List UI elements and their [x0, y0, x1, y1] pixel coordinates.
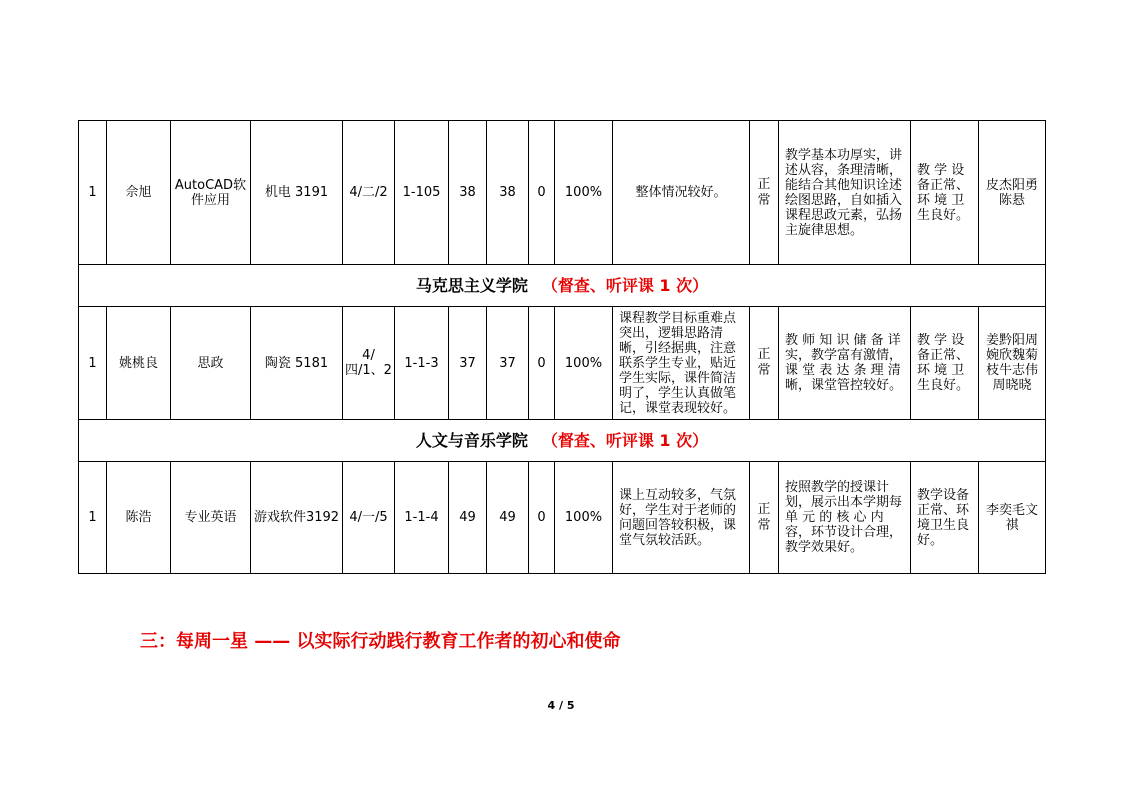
present-count: 37 [487, 307, 529, 420]
course-name: 专业英语 [171, 462, 251, 574]
environment-status: 教 学 设备正常、环 境 卫生良好。 [911, 121, 979, 265]
absent-count: 0 [529, 462, 555, 574]
section-row [79, 265, 1046, 307]
teaching-evaluation: 教 师 知 识 储 备 详实，教学富有激情，课 堂 表 达 条 理 清晰，课堂管控较好。 [779, 307, 911, 420]
section-title: 马克思主义学院 [415, 276, 528, 295]
row-index: 1 [79, 462, 107, 574]
teaching-evaluation: 教学基本功厚实，讲述从容，条理清晰，能结合其他知识诠述绘图思路，自如插入课程思政元素，弘扬主旋律思想。 [779, 121, 911, 265]
table-row [79, 121, 1046, 265]
class-discipline: 课上互动较多，气氛好，学生对于老师的问题回答较积极，课堂气氛较活跃。 [613, 462, 750, 574]
attendance-rate: 100% [555, 307, 613, 420]
teacher-name: 陈浩 [107, 462, 171, 574]
inspectors: 皮杰阳勇陈悬 [979, 121, 1046, 265]
teaching-status: 正常 [750, 121, 779, 265]
section-title: 人文与音乐学院 [415, 431, 528, 450]
absent-count: 0 [529, 121, 555, 265]
section-heading-marxism [79, 265, 1046, 307]
enrolled-count: 38 [449, 121, 487, 265]
enrolled-count: 49 [449, 462, 487, 574]
course-name: 思政 [171, 307, 251, 420]
environment-status: 教 学 设备正常、环 境 卫生良好。 [911, 307, 979, 420]
attendance-rate: 100% [555, 462, 613, 574]
course-name: AutoCAD软件应用 [171, 121, 251, 265]
row-index: 1 [79, 307, 107, 420]
teaching-evaluation: 按照教学的授课计划，展示出本学期每 单 元 的 核 心 内容，环节设计合理，教学效果好。 [779, 462, 911, 574]
table-row [79, 307, 1046, 420]
section-heading-humanities [79, 420, 1046, 462]
week-session: 4/二/2 [343, 121, 395, 265]
week-session: 4/一/5 [343, 462, 395, 574]
classroom: 1-105 [395, 121, 449, 265]
present-count: 49 [487, 462, 529, 574]
inspection-table [78, 120, 1046, 574]
class-name: 游戏软件3192 [251, 462, 343, 574]
teacher-name: 佘旭 [107, 121, 171, 265]
section-row [79, 420, 1046, 462]
section-three-heading: 三：每周一星 —— 以实际行动践行教育工作者的初心和使命 [140, 631, 621, 652]
absent-count: 0 [529, 307, 555, 420]
teaching-status: 正常 [750, 307, 779, 420]
environment-status: 教学设备正常、环境卫生良好。 [911, 462, 979, 574]
inspectors: 李奕毛文祺 [979, 462, 1046, 574]
section-note: （督查、听评课 1 次） [541, 276, 709, 295]
inspectors: 姜黔阳周婉欣魏菊枝牛志伟周晓晓 [979, 307, 1046, 420]
class-name: 机电 3191 [251, 121, 343, 265]
row-index: 1 [79, 121, 107, 265]
enrolled-count: 37 [449, 307, 487, 420]
teaching-status: 正常 [750, 462, 779, 574]
table-row [79, 462, 1046, 574]
page-number: 4 / 5 [547, 699, 575, 712]
classroom: 1-1-3 [395, 307, 449, 420]
week-session: 4/四/1、2 [343, 307, 395, 420]
teacher-name: 姚桃良 [107, 307, 171, 420]
present-count: 38 [487, 121, 529, 265]
section-note: （督查、听评课 1 次） [541, 431, 709, 450]
class-name: 陶瓷 5181 [251, 307, 343, 420]
classroom: 1-1-4 [395, 462, 449, 574]
class-discipline: 整体情况较好。 [613, 121, 750, 265]
attendance-rate: 100% [555, 121, 613, 265]
class-discipline: 课程教学目标重难点突出，逻辑思路清晰，引经据典，注意联系学生专业，贴近学生实际，课件简洁明了，学生认真做笔记，课堂表现较好。 [613, 307, 750, 420]
